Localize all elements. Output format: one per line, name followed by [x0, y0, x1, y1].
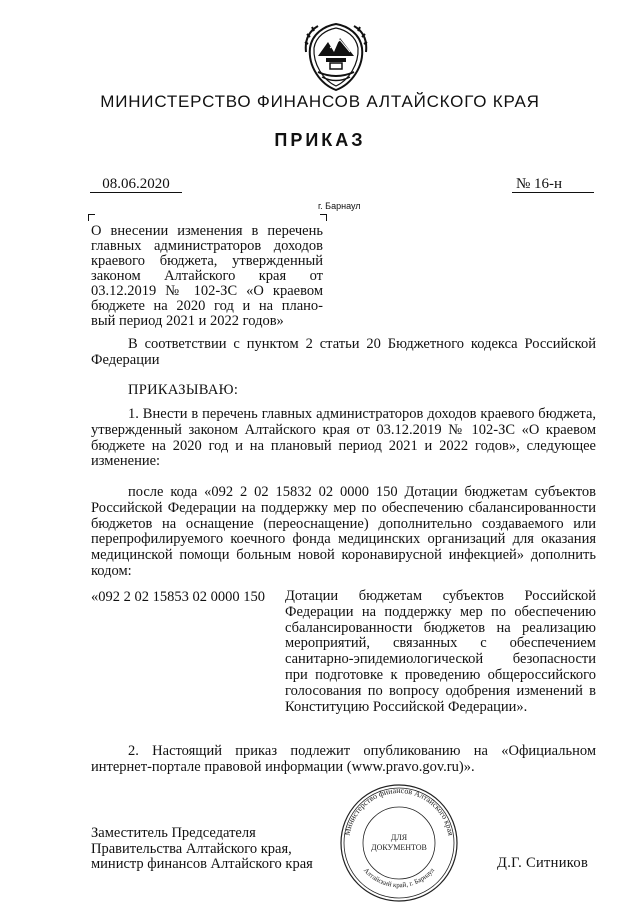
- stamp-bottom-text: Алтайский край, г. Барнаул: [361, 866, 437, 890]
- subject-line: бюджете на 2020 год и на плано-: [91, 298, 323, 314]
- item-2-paragraph: 2. Настоящий приказ подлежит опубликованию на «Официальном интернет-портале правовой информации (www.pravo.gov.ru)».: [91, 743, 596, 775]
- new-revenue-name: Дотации бюджетам субъектов Российской Федерации на поддержку мер по обеспечению сбалансированности бюджетов на реализацию мероприятий, связанных с обеспечением санитарно-эпидемиологической безопасности при подготовке к проведению общероссийского голосования по вопросу одобрения изменений в Конституцию Российской Федерации».: [285, 588, 596, 715]
- subject-block: [91, 224, 323, 329]
- signer-position-line: Заместитель Председателя: [91, 825, 256, 841]
- stamp-center-line-1: ДЛЯ: [390, 833, 408, 842]
- after-code-paragraph: после кода «092 2 02 15832 02 0000 150 Дотации бюджетам субъектов Российской Федерации на поддержку мер по обеспечению сбалансированности бюджетов на оснащение (переоснащение) дополнительно создаваемого или перепрофилируемого коечного фонда медицинских организаций для оказания медицинской помощи больным новой коронавирусной инфекцией» дополнить кодом:: [91, 484, 596, 579]
- signer-name: Д.Г. Ситников: [497, 855, 589, 871]
- order-date: 08.06.2020: [90, 176, 182, 193]
- subject-line: главных администраторов доходов: [91, 238, 323, 254]
- signer-position-line: Правительства Алтайского края,: [91, 840, 292, 857]
- altai-krai-coat-of-arms-icon: [304, 22, 368, 92]
- subject-line: вый период 2021 и 2022 годов»: [91, 313, 284, 329]
- city-label: г. Барнаул: [318, 201, 361, 211]
- stamp-ring-text: Министерство финансов Алтайского края: [342, 785, 456, 837]
- document-title: ПРИКАЗ: [274, 130, 366, 150]
- official-stamp: [335, 782, 463, 904]
- ministry-name: МИНИСТЕРСТВО ФИНАНСОВ АЛТАЙСКОГО КРАЯ: [100, 92, 540, 111]
- preamble-paragraph: В соответствии с пунктом 2 статьи 20 Бюджетного кодекса Российской Федерации: [91, 336, 596, 368]
- subject-corner-right: [320, 214, 327, 221]
- subject-line: законом Алтайского края от: [91, 268, 323, 284]
- signer-position-line: министр финансов Алтайского края: [91, 856, 313, 872]
- order-directive: ПРИКАЗЫВАЮ:: [128, 382, 239, 398]
- stamp-center-line-2: ДОКУМЕНТОВ: [371, 843, 427, 852]
- subject-line: 03.12.2019 № 102-ЗС «О краевом: [91, 283, 323, 299]
- subject-line: О внесении изменения в перечень: [91, 223, 323, 239]
- signer-position: [91, 826, 313, 873]
- item-1-paragraph: 1. Внести в перечень главных администраторов доходов краевого бюджета, утвержденный законом Алтайского края от 03.12.2019 № 102-ЗС «О краевом бюджете на 2020 год и на плановый период 2021 и 2022 годов», следующее изменение:: [91, 406, 596, 470]
- new-revenue-code: «092 2 02 15853 02 0000 150: [91, 589, 265, 605]
- order-number: № 16-н: [512, 176, 594, 193]
- subject-line: краевого бюджета, утвержденный: [91, 253, 323, 269]
- subject-corner-left: [88, 214, 95, 221]
